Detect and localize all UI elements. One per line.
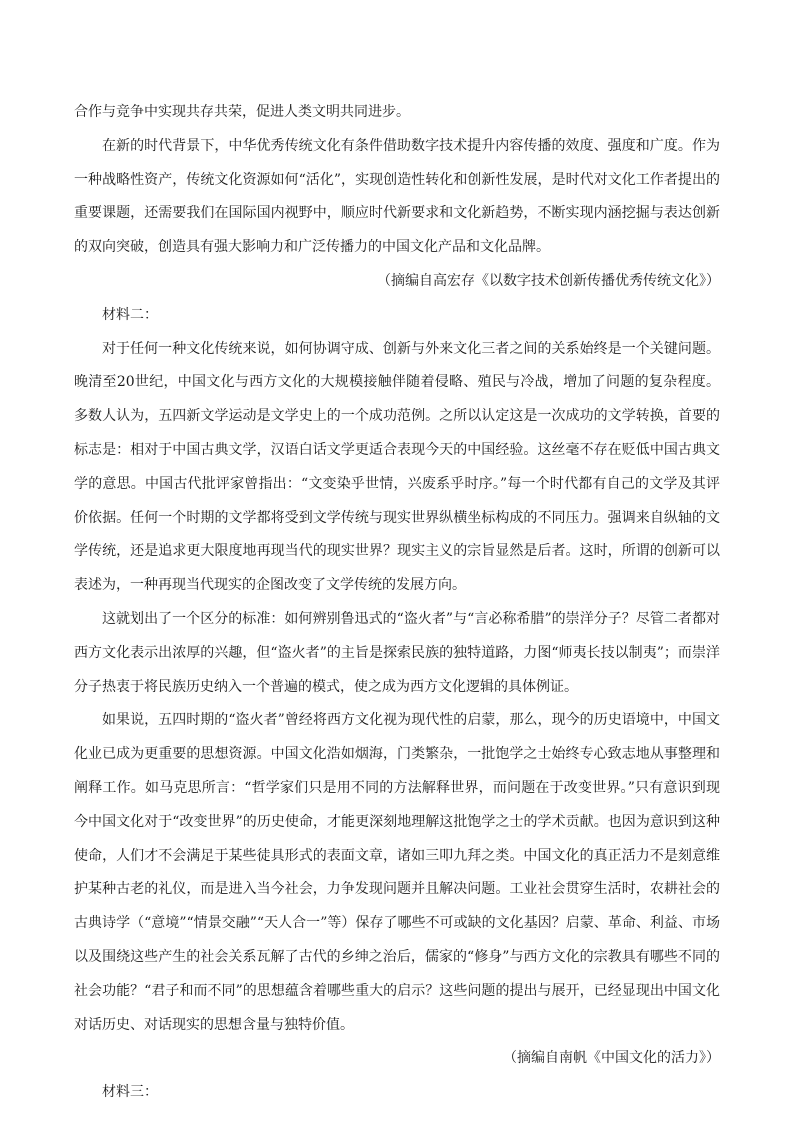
source-citation-2: （摘编自南帆《中国文化的活力》） (503, 1050, 720, 1067)
material-three-label: 材料三： (102, 1084, 158, 1101)
paragraph-digital-tech: 在新的时代背景下，中华优秀传统文化有条件借助数字技术提升内容传播的效度、强度和广度。作为一种战略性资产，传统文化资源如何“活化”，实现创造性转化和创新性发展，是时代对文化工作者提出的重要课题，还需要我们在国际国内视野中，顺应时代新要求和文化新趋势，不断实现内涵挖掘与表达创新的双向突破，创造具有强大影响力和广泛传播力的中国文化产品和文化品牌。 (74, 137, 720, 256)
material-two-label: 材料二： (102, 306, 158, 323)
paragraph-continuation: 合作与竞争中实现共存共荣，促进人类文明共同进步。 (74, 104, 410, 120)
paragraph-vitality: 如果说，五四时期的“盗火者”曾经将西方文化视为现代性的启蒙，那么，现今的历史语境中，中国文化业已成为更重要的思想资源。中国文化浩如烟海，门类繁杂，一批饱学之士始终专心致志地从事整理和阐释工作。如马克思所言：“哲学家们只是用不同的方法解释世界，而问题在于改变世界。”只有意识到现今中国文化对于“改变世界”的历史使命，才能更深刻地理解这批饱学之士的学术贡献。也因为意识到这种使命，人们才不会满足于某些徒具形式的表面文章，诸如三叩九拜之类。中国文化的真正活力不是刻意维护某种古老的礼仪，而是进入当今社会，力争发现问题并且解决问题。工业社会贯穿生活时，农耕社会的古典诗学（“意境”“情景交融”“天人合一”等）保存了哪些不可或缺的文化基因？启蒙、革命、利益、市场以及围绕这些产生的社会关系瓦解了古代的乡绅之治后，儒家的“修身”与西方文化的宗教具有哪些不同的社会功能？“君子和而不同”的思想蕴含着哪些重大的启示？这些问题的提出与展开，已经显现出中国文化对话历史、对话现实的思想含量与独特价值。 (74, 712, 720, 1033)
paragraph-cultural-tradition: 对于任何一种文化传统来说，如何协调守成、创新与外来文化三者之间的关系始终是一个关键问题。晚清至20世纪，中国文化与西方文化的大规模接触伴随着侵略、殖民与冷战，增加了问题的复杂程度。多数人认为，五四新文学运动是文学史上的一个成功范例。之所以认定这是一次成功的文学转换，首要的标志是：相对于中国古典文学，汉语白话文学更适合表现今天的中国经验。这丝毫不存在贬低中国古典文学的意思。中国古代批评家曾指出：“文变染乎世情，兴废系乎时序。”每一个时代都有自己的文学及其评价依据。任何一个时期的文学都将受到文学传统与现实世界纵横坐标构成的不同压力。强调来自纵轴的文学传统，还是追求更大限度地再现当代的现实世界？现实主义的宗旨显然是后者。这时，所谓的创新可以表述为，一种再现当代现实的企图改变了文学传统的发展方向。 (74, 340, 720, 594)
paragraph-distinction: 这就划出了一个区分的标准：如何辨别鲁迅式的“盗火者”与“言必称希腊”的崇洋分子？尽管二者都对西方文化表示出浓厚的兴趣，但“盗火者”的主旨是探索民族的独特道路，力图“师夷长技以制夷”；而崇洋分子热衷于将民族历史纳入一个普遍的模式，使之成为西方文化逻辑的具体例证。 (74, 610, 720, 695)
source-citation-1: （摘编自高宏存《以数字技术创新传播优秀传统文化》） (377, 272, 720, 289)
document-body (74, 96, 720, 1110)
